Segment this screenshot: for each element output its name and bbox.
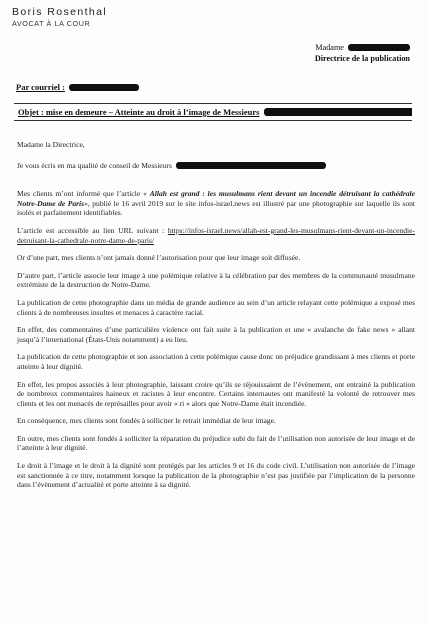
paragraph-2-start: L’article est accessible au lien URL suivant : [17, 225, 165, 235]
redacted-block [264, 108, 412, 116]
paragraph-10: En outre, mes clients sont fondés à solliciter la réparation du préjudice subi du fait de l’utilisation non autorisée de leur image et de l’atteinte à leur dignité. [17, 433, 415, 453]
recipient-line [270, 42, 410, 53]
intro-paragraph [17, 161, 415, 171]
paragraph-11: Le droit à l’image et le droit à la dignité sont protégés par les articles 9 et 16 du code civil. L’utilisation non autorisée de l’image est sanctionnée à ce titre, notamment lorsque la publication de la photographie n’est pas justifiée par l’implication de la personne dans l’évènement d’actualité et porte atteinte à sa dignité. [17, 461, 415, 490]
redacted-block [348, 44, 410, 51]
article-url-link[interactable]: https://infos-israel.news/allah-est-grand-les-musulmans-rient-devant-un-incendie-detruisant-la-cathedrale-notre-dame-de-paris/ [17, 225, 415, 245]
subject-line [14, 103, 412, 121]
paragraph-1-start: Mes clients m’ont informé que l’article « [17, 189, 147, 199]
paragraph-1 [17, 189, 415, 218]
paragraph-8: En effet, les propos associés à leur photographie, laissant croire qu’ils se réjouissaient de l’évènement, ont entrainé la publication de nombreux commentaires haineux et racistes à leur encontre. Certains internautes ont manifesté la volonté de retrouver mes clients et les ont menacés de représailles pour avoir « ri » alors que Notre-Dame était incendiée. [17, 379, 415, 408]
recipient-salutation: Madame [315, 43, 344, 52]
subject-text: Objet : mise en demeure – Atteinte au droit à l’image de Messieurs [18, 107, 260, 117]
paragraph-1-end: », publié le 16 avril 2019 sur le site infos-israel.news est illustré par une photographie sur laquelle ils sont isolés et parfaitement identifiables. [17, 198, 415, 218]
paragraph-7: La publication de cette photographie et son association à cette polémique cause donc un préjudice grandissant à mes clients et porte atteinte à leur dignité. [17, 352, 415, 371]
letter-body [17, 140, 415, 490]
email-line [16, 82, 139, 92]
intro-text: Je vous écris en ma qualité de conseil de Messieurs [17, 160, 172, 170]
paragraph-6: En effet, des commentaires d’une particulière violence ont fait suite à la publication et une « avalanche de fake news » allant jusqu’à l’international (États-Unis notamment) a eu lieu. [17, 325, 415, 344]
lawyer-title: AVOCAT À LA COUR [12, 19, 91, 28]
paragraph-9: En conséquence, mes clients sont fondés à solliciter le retrait immédiat de leur image. [17, 416, 276, 426]
letterhead [12, 6, 107, 28]
recipient-block [270, 42, 410, 64]
paragraph-3: Or d’une part, mes clients n’ont jamais donné l’autorisation pour que leur image soit diffusée. [17, 253, 301, 263]
redacted-block [176, 162, 326, 169]
salutation: Madame la Directrice, [17, 140, 85, 149]
email-label: Par courriel : [16, 82, 65, 92]
paragraph-4: D’autre part, l’article associe leur image à une polémique relative à la célébration par des membres de la communauté musulmane extrémiste de la destruction de Notre-Dame. [17, 270, 415, 290]
recipient-title: Directrice de la publication [314, 54, 410, 63]
lawyer-name: Boris Rosenthal [12, 6, 108, 18]
article-title: Allah est grand : les musulmans rient devant un incendie détruisant la cathédrale Notre-Dame de Paris [17, 189, 415, 208]
redacted-block [69, 84, 139, 91]
paragraph-5: La publication de cette photographie dans un média de grande audience au sein d’un article relayant cette polémique a exposé mes clients à de nombreuses insultes et menaces à caractère racial. [17, 297, 415, 317]
paragraph-2 [17, 226, 415, 245]
